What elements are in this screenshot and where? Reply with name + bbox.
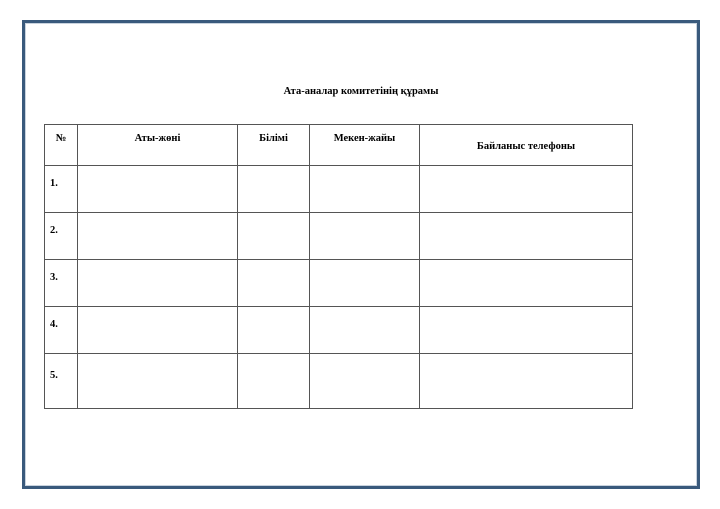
- address-cell: [310, 307, 420, 354]
- table-row: [45, 213, 633, 260]
- header-full-name: Аты-жөні: [78, 125, 238, 166]
- table-row: [45, 166, 633, 213]
- header-address: Мекен-жайы: [310, 125, 420, 166]
- phone-cell: [420, 166, 633, 213]
- name-cell: [78, 307, 238, 354]
- education-cell: [238, 307, 310, 354]
- table-header-row: [45, 125, 633, 166]
- header-phone: Байланыс телефоны: [420, 125, 633, 166]
- row-number: 2.: [45, 213, 78, 260]
- phone-cell: [420, 213, 633, 260]
- name-cell: [78, 354, 238, 409]
- phone-cell: [420, 307, 633, 354]
- name-cell: [78, 260, 238, 307]
- row-number: 3.: [45, 260, 78, 307]
- header-number: №: [45, 125, 78, 166]
- address-cell: [310, 213, 420, 260]
- address-cell: [310, 260, 420, 307]
- education-cell: [238, 166, 310, 213]
- page-border-frame: [22, 20, 700, 489]
- document-title: Ата-аналар комитетінің құрамы: [283, 86, 439, 97]
- education-cell: [238, 260, 310, 307]
- row-number: 1.: [45, 166, 78, 213]
- table-row: [45, 354, 633, 409]
- address-cell: [310, 354, 420, 409]
- phone-cell: [420, 260, 633, 307]
- table-row: [45, 307, 633, 354]
- row-number: 5.: [45, 354, 78, 409]
- name-cell: [78, 166, 238, 213]
- committee-table: [44, 124, 633, 409]
- table-row: [45, 260, 633, 307]
- phone-cell: [420, 354, 633, 409]
- education-cell: [238, 213, 310, 260]
- address-cell: [310, 166, 420, 213]
- header-education: Білімі: [238, 125, 310, 166]
- row-number: 4.: [45, 307, 78, 354]
- education-cell: [238, 354, 310, 409]
- name-cell: [78, 213, 238, 260]
